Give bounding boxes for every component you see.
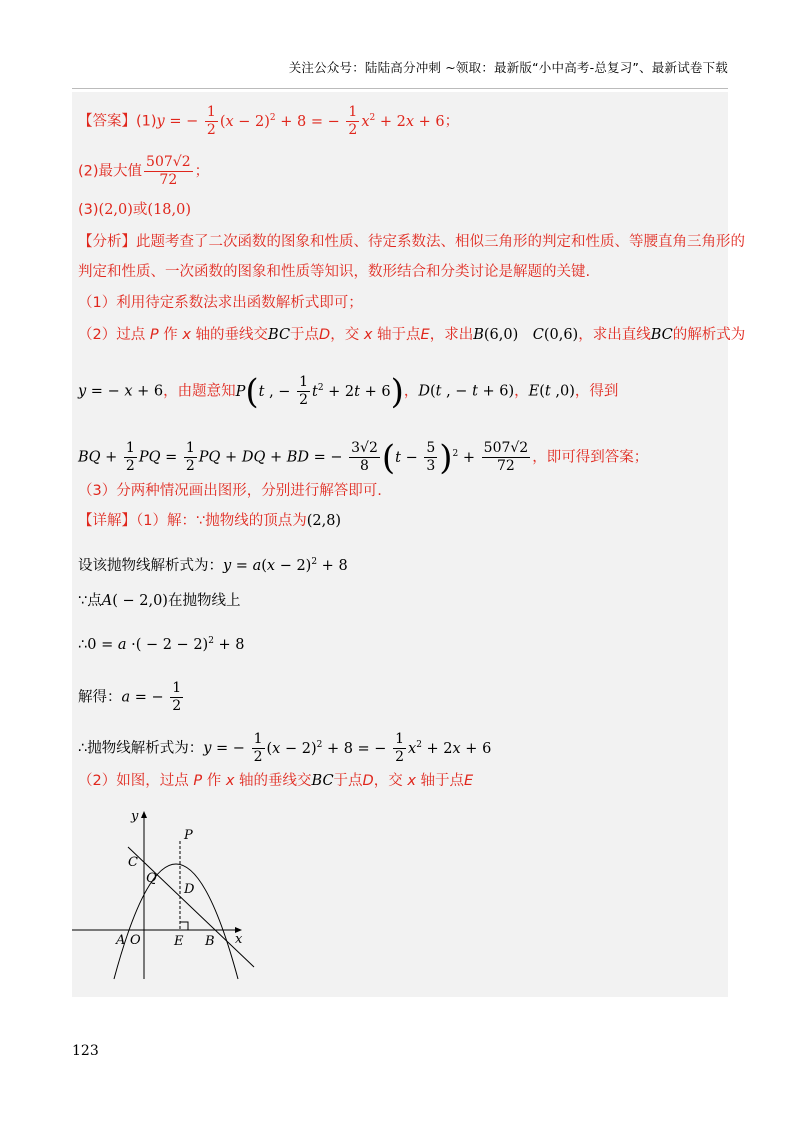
label-e: E: [174, 934, 184, 949]
analysis-line-2: 判定和性质、一次函数的图象和性质等知识，数形结合和分类讨论是解题的关键.: [78, 264, 591, 280]
label-q: Q: [146, 871, 157, 886]
answer-part-2: (2)最大值 $\frac{507√2}{72}$ ；: [78, 154, 210, 188]
analysis-step-2-cont: y = − x + 6，由题意知P(t , − $\frac{1}{2}$ $t^2 + 2t + 6$)，D(t , − t + 6)，E(t ,0)，得到: [78, 371, 619, 412]
detail-tag: 【详解】: [78, 513, 136, 529]
analysis-step-2: （2）过点 P 作 x 轴的垂线交BC于点D，交 x 轴于点E，求出B(6,0) C(0,6)，求出直线BC的解析式为: [78, 327, 746, 343]
analysis-tag: 【分析】: [78, 234, 136, 250]
right-angle-mark: [180, 922, 188, 930]
parabola-curve: [114, 864, 238, 979]
detail-line-4: ∴0 = a ·( − 2 − 2)$^2$ + 8: [78, 636, 245, 653]
detail-line-7: （2）如图，过点 P 作 x 轴的垂线交BC于点D，交 x 轴于点E: [78, 773, 474, 789]
header-divider: [72, 88, 728, 89]
analysis-line-1: 【分析】此题考查了二次函数的图象和性质、待定系数法、相似三角形的判定和性质、等腰直角三角形的: [78, 234, 745, 250]
label-c: C: [128, 855, 138, 870]
label-b: B: [205, 934, 215, 949]
analysis-step-2-formula: BQ + $\frac{1}{2}$ PQ = $\frac{1}{2}$ PQ + DQ + BD = − $\frac{3√2}{8}$ (t − $\frac{5}{3}$ )$^2$ + $\frac{507√2}{72}$ ，即可得到答案；: [78, 437, 649, 478]
detail-line-2: 设该抛物线解析式为：$y = a(x - 2)^2 + 8$: [78, 557, 348, 574]
answer-part-3: (3)(2,0)或(18,0): [78, 202, 192, 218]
label-o: O: [130, 933, 141, 948]
parabola-figure: [72, 807, 272, 982]
detail-line-1: 【详解】（1）解：∵抛物线的顶点为(2,8): [78, 513, 342, 529]
analysis-step-3: （3）分两种情况画出图形，分别进行解答即可.: [78, 483, 382, 499]
page-number: 123: [72, 1043, 99, 1059]
label-y: y: [131, 809, 139, 824]
detail-line-3: ∵点A( − 2,0)在抛物线上: [78, 593, 241, 609]
label-x: x: [235, 932, 243, 947]
detail-line-5: 解得：a = − $\frac{1}{2}$: [78, 680, 182, 714]
answer-tag: 【答案】: [78, 113, 136, 130]
line-bc: [128, 847, 254, 967]
page-header: 关注公众号：陆陆高分冲刺 ~领取：最新版“小中高考-总复习”、最新试卷下载: [288, 60, 728, 75]
answer-part-1: 【答案】(1)y = − $\frac{1}{2}$ $(x - 2)^2 + 8$ = − $\frac{1}{2}$ $x^2 + 2x + 6$；: [78, 104, 460, 138]
label-d: D: [184, 882, 195, 897]
label-p: P: [184, 828, 193, 843]
analysis-step-1: （1）利用待定系数法求出函数解析式即可；: [78, 295, 363, 311]
label-a: A: [116, 933, 126, 948]
y-axis-arrow: [141, 811, 147, 818]
solution-panel: [72, 92, 746, 997]
detail-line-6: ∴抛物线解析式为：y = − $\frac{1}{2}$ $(x - 2)^2 + 8$ = − $\frac{1}{2}$ $x^2 + 2x + 6$: [78, 731, 492, 765]
